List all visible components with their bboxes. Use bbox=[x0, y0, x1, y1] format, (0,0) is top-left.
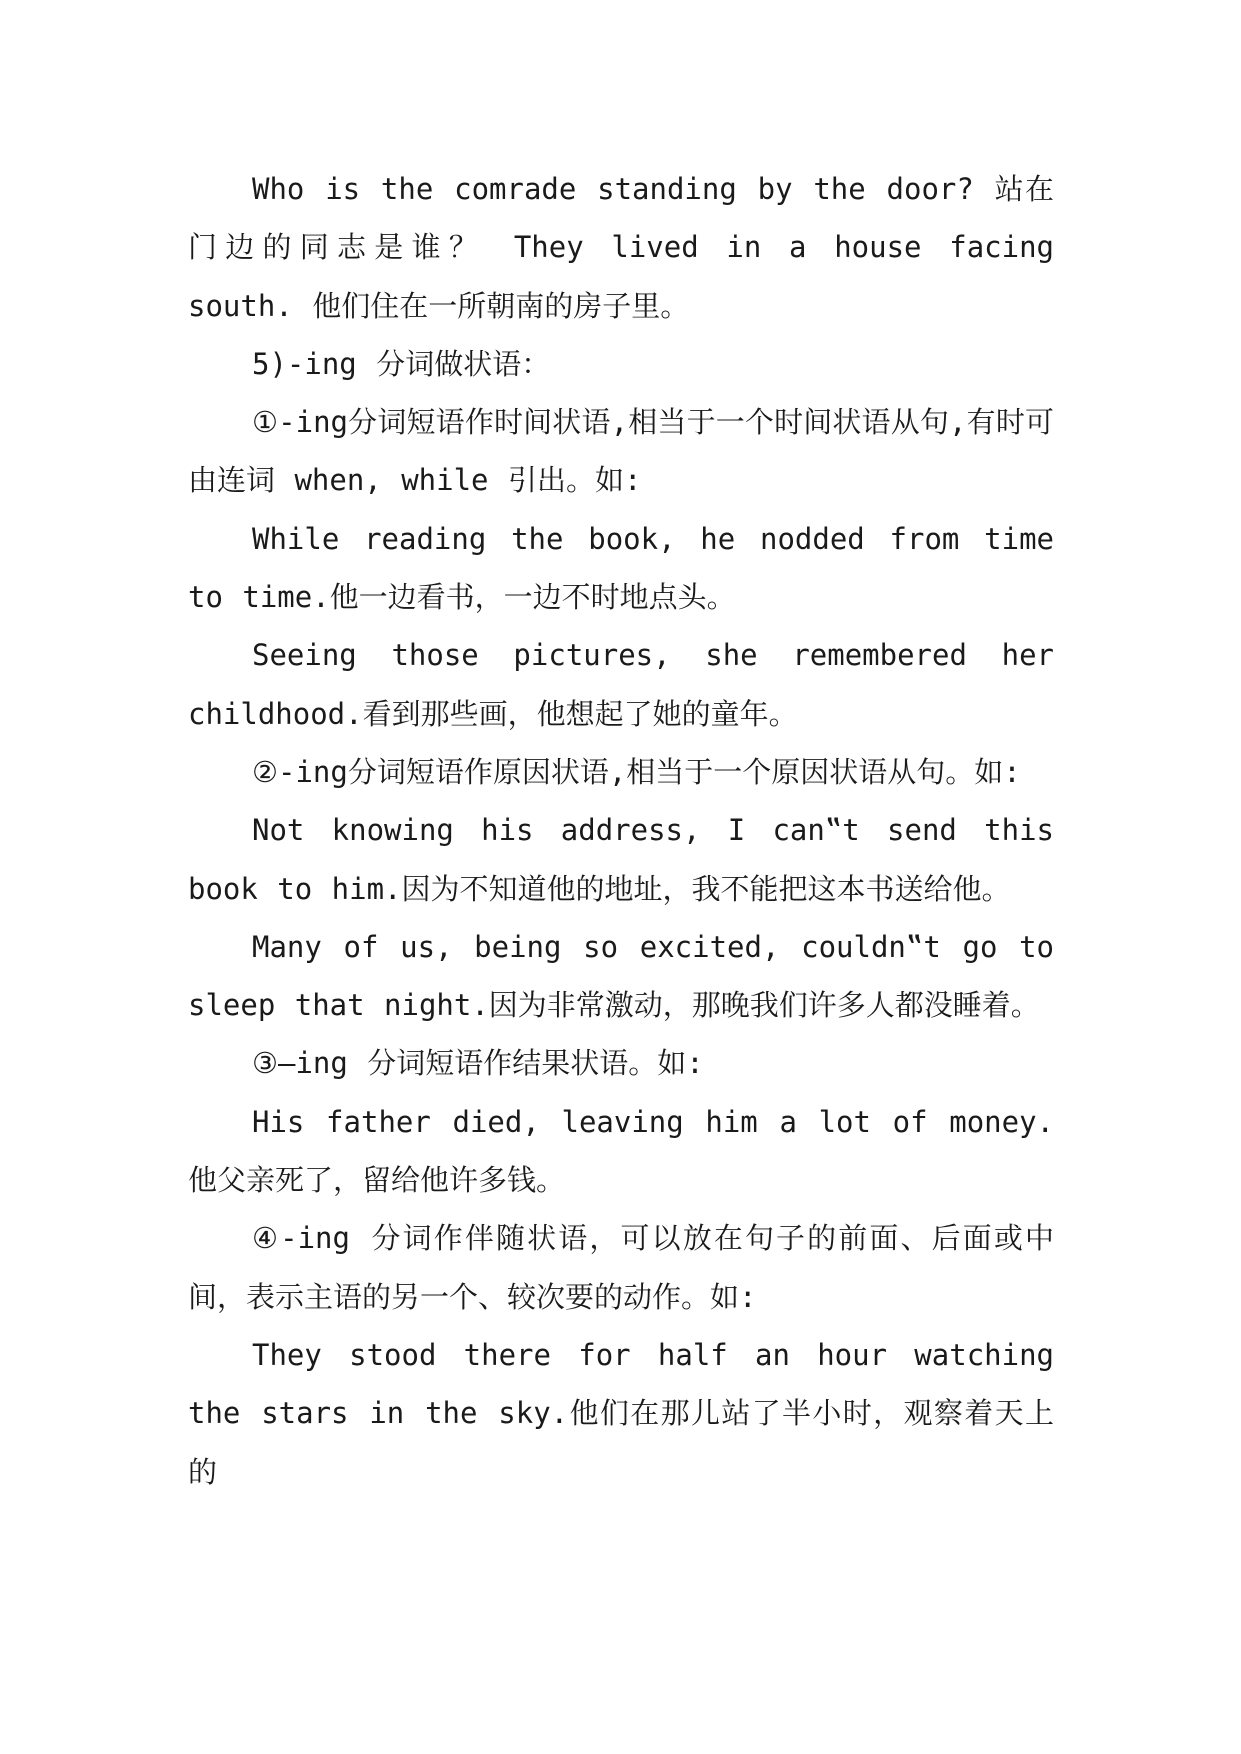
paragraph-example-being-excited: Many of us, being so excited, couldn‟t go to sleep that night.因为非常激动，那晚我们许多人都没睡着。 bbox=[188, 929, 1054, 1023]
paragraph-rule-result-adverbial: ③–ing 分词短语作结果状语。如: bbox=[252, 1046, 704, 1081]
paragraph-example-present-participle-attributive: Who is the comrade standing by the door? 站在门边的同志是谁？ They lived in a house facing south. 他们住在一所朝南的房子里。 bbox=[188, 172, 1054, 323]
paragraph-example-father-died: His father died, leaving him a lot of money.他父亲死了，留给他许多钱。 bbox=[188, 1104, 1054, 1198]
document-body bbox=[188, 160, 1054, 1501]
section-heading-adverbial: 5)-ing 分词做状语： bbox=[252, 346, 551, 381]
paragraph-rule-accompanying-adverbial: ④-ing 分词作伴随状语，可以放在句子的前面、后面或中间，表示主语的另一个、较次要的动作。如: bbox=[188, 1221, 1054, 1314]
paragraph-example-not-knowing: Not knowing his address, I can‟t send this book to him.因为不知道他的地址，我不能把这本书送给他。 bbox=[188, 813, 1054, 906]
paragraph-example-while-reading: While reading the book, he nodded from time to time.他一边看书，一边不时地点头。 bbox=[188, 521, 1054, 615]
paragraph-rule-time-adverbial: ①-ing分词短语作时间状语,相当于一个时间状语从句,有时可由连词 when, while 引出。如: bbox=[188, 405, 1054, 498]
paragraph-rule-reason-adverbial: ②-ing分词短语作原因状语,相当于一个原因状语从句。如: bbox=[252, 754, 1021, 789]
paragraph-example-stood-there: They stood there for half an hour watching the stars in the sky.他们在那儿站了半小时，观察着天上的 bbox=[188, 1337, 1054, 1489]
paragraph-example-seeing-pictures: Seeing those pictures, she remembered her childhood.看到那些画，他想起了她的童年。 bbox=[188, 638, 1054, 731]
